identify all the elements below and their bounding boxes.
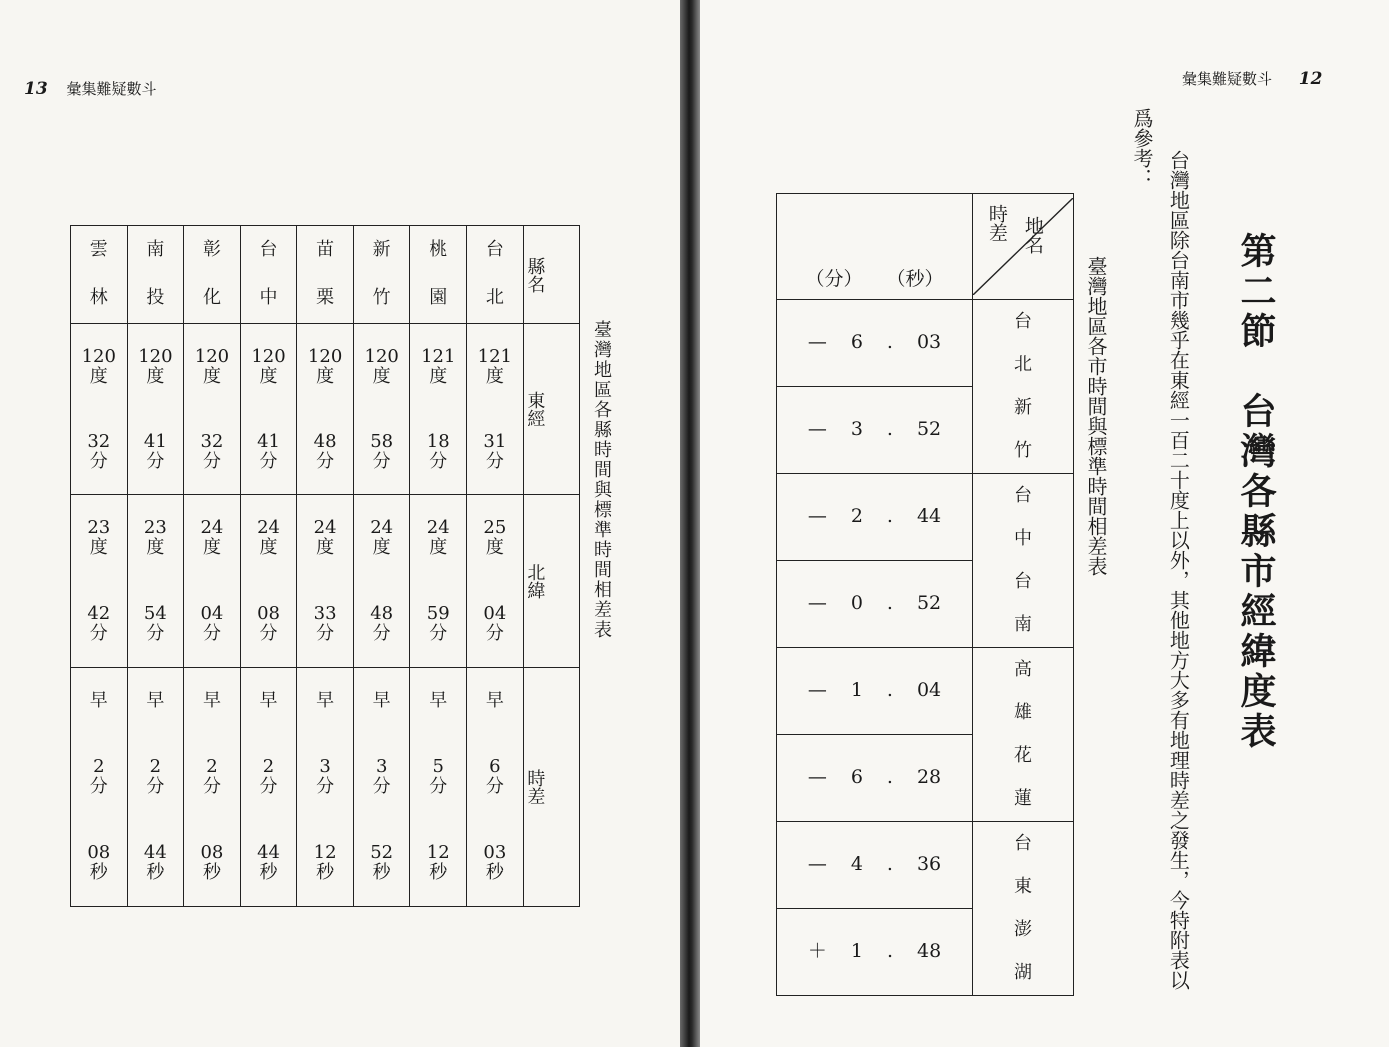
cell-name-4: 台 中 bbox=[240, 226, 297, 324]
cell-lat-2: 24 度 48 分 bbox=[353, 495, 410, 668]
cell-lon-0: 121 度 31 分 bbox=[467, 324, 524, 495]
time-row-0: — 6 . 03 bbox=[777, 300, 973, 387]
cell-lat-7: 23 度 42 分 bbox=[71, 495, 128, 668]
header-sec: （秒） bbox=[886, 268, 944, 291]
time-row-7: ＋ 1 . 48 bbox=[777, 909, 973, 996]
right-page-number: 12 bbox=[1298, 69, 1323, 89]
header-time-units bbox=[777, 194, 973, 300]
cell-lat-3: 24 度 33 分 bbox=[297, 495, 354, 668]
header-diagonal bbox=[973, 194, 1074, 300]
cell-lon-1: 121 度 18 分 bbox=[410, 324, 467, 495]
time-row-6: — 4 . 36 bbox=[777, 822, 973, 909]
header-time-diff: 時差 bbox=[523, 668, 579, 907]
cell-diff-3: 早 3 分 12 秒 bbox=[297, 668, 354, 907]
header-county: 縣名 bbox=[523, 226, 579, 324]
place-cell-6: 台 東 澎 湖 bbox=[973, 822, 1074, 996]
cell-diff-2: 早 3 分 52 秒 bbox=[353, 668, 410, 907]
header-time: 時差 bbox=[985, 204, 1008, 242]
cell-diff-5: 早 2 分 08 秒 bbox=[184, 668, 241, 907]
cell-name-3: 苗 栗 bbox=[297, 226, 354, 324]
city-time-table bbox=[776, 193, 1074, 996]
place-cell-2: 台 中 台 南 bbox=[973, 474, 1074, 648]
cell-diff-1: 早 5 分 12 秒 bbox=[410, 668, 467, 907]
cell-lat-6: 23 度 54 分 bbox=[127, 495, 184, 668]
time-row-4: — 1 . 04 bbox=[777, 648, 973, 735]
cell-name-5: 彰 化 bbox=[184, 226, 241, 324]
header-longitude: 東經 bbox=[523, 324, 579, 495]
body-paragraph: 台灣地區除台南市幾乎在東經一百二十度上以外，其他地方大多有地理時差之發生，今特附表以 bbox=[1166, 150, 1191, 990]
left-page-number: 13 bbox=[24, 79, 48, 99]
cell-lat-0: 25 度 04 分 bbox=[467, 495, 524, 668]
book-spine bbox=[680, 0, 700, 1047]
cell-diff-6: 早 2 分 44 秒 bbox=[127, 668, 184, 907]
body-paragraph-end: 爲參考： bbox=[1130, 108, 1154, 188]
cell-name-2: 新 竹 bbox=[353, 226, 410, 324]
header-min: （分） bbox=[805, 268, 863, 291]
cell-lon-2: 120 度 58 分 bbox=[353, 324, 410, 495]
time-row-1: — 3 . 52 bbox=[777, 387, 973, 474]
cell-lon-4: 120 度 41 分 bbox=[240, 324, 297, 495]
time-row-2: — 2 . 44 bbox=[777, 474, 973, 561]
right-header bbox=[1182, 68, 1322, 89]
place-cell-0: 台 北 新 竹 bbox=[973, 300, 1074, 474]
left-table-title: 臺灣地區各縣時間與標準時間相差表 bbox=[591, 320, 612, 640]
cell-lat-4: 24 度 08 分 bbox=[240, 495, 297, 668]
right-table-title: 臺灣地區各市時間與標準時間相差表 bbox=[1084, 256, 1108, 576]
left-page bbox=[0, 0, 680, 1047]
left-header bbox=[24, 78, 156, 99]
right-running-title: 彙集難疑數斗 bbox=[1182, 70, 1273, 88]
cell-lat-5: 24 度 04 分 bbox=[184, 495, 241, 668]
cell-lon-5: 120 度 32 分 bbox=[184, 324, 241, 495]
cell-lon-7: 120 度 32 分 bbox=[71, 324, 128, 495]
left-running-title: 彙集難疑數斗 bbox=[66, 80, 157, 98]
cell-name-1: 桃 園 bbox=[410, 226, 467, 324]
cell-lat-1: 24 度 59 分 bbox=[410, 495, 467, 668]
cell-name-7: 雲 林 bbox=[71, 226, 128, 324]
section-title: 第二節 台灣各縣市經緯度表 bbox=[1235, 232, 1276, 752]
cell-name-0: 台 北 bbox=[467, 226, 524, 324]
cell-lon-3: 120 度 48 分 bbox=[297, 324, 354, 495]
county-time-table bbox=[70, 225, 580, 907]
time-row-5: — 6 . 28 bbox=[777, 735, 973, 822]
cell-diff-4: 早 2 分 44 秒 bbox=[240, 668, 297, 907]
header-place: 地名 bbox=[1021, 216, 1044, 254]
cell-diff-0: 早 6 分 03 秒 bbox=[467, 668, 524, 907]
place-cell-4: 高 雄 花 蓮 bbox=[973, 648, 1074, 822]
cell-lon-6: 120 度 41 分 bbox=[127, 324, 184, 495]
cell-name-6: 南 投 bbox=[127, 226, 184, 324]
time-row-3: — 0 . 52 bbox=[777, 561, 973, 648]
cell-diff-7: 早 2 分 08 秒 bbox=[71, 668, 128, 907]
header-latitude: 北緯 bbox=[523, 495, 579, 668]
